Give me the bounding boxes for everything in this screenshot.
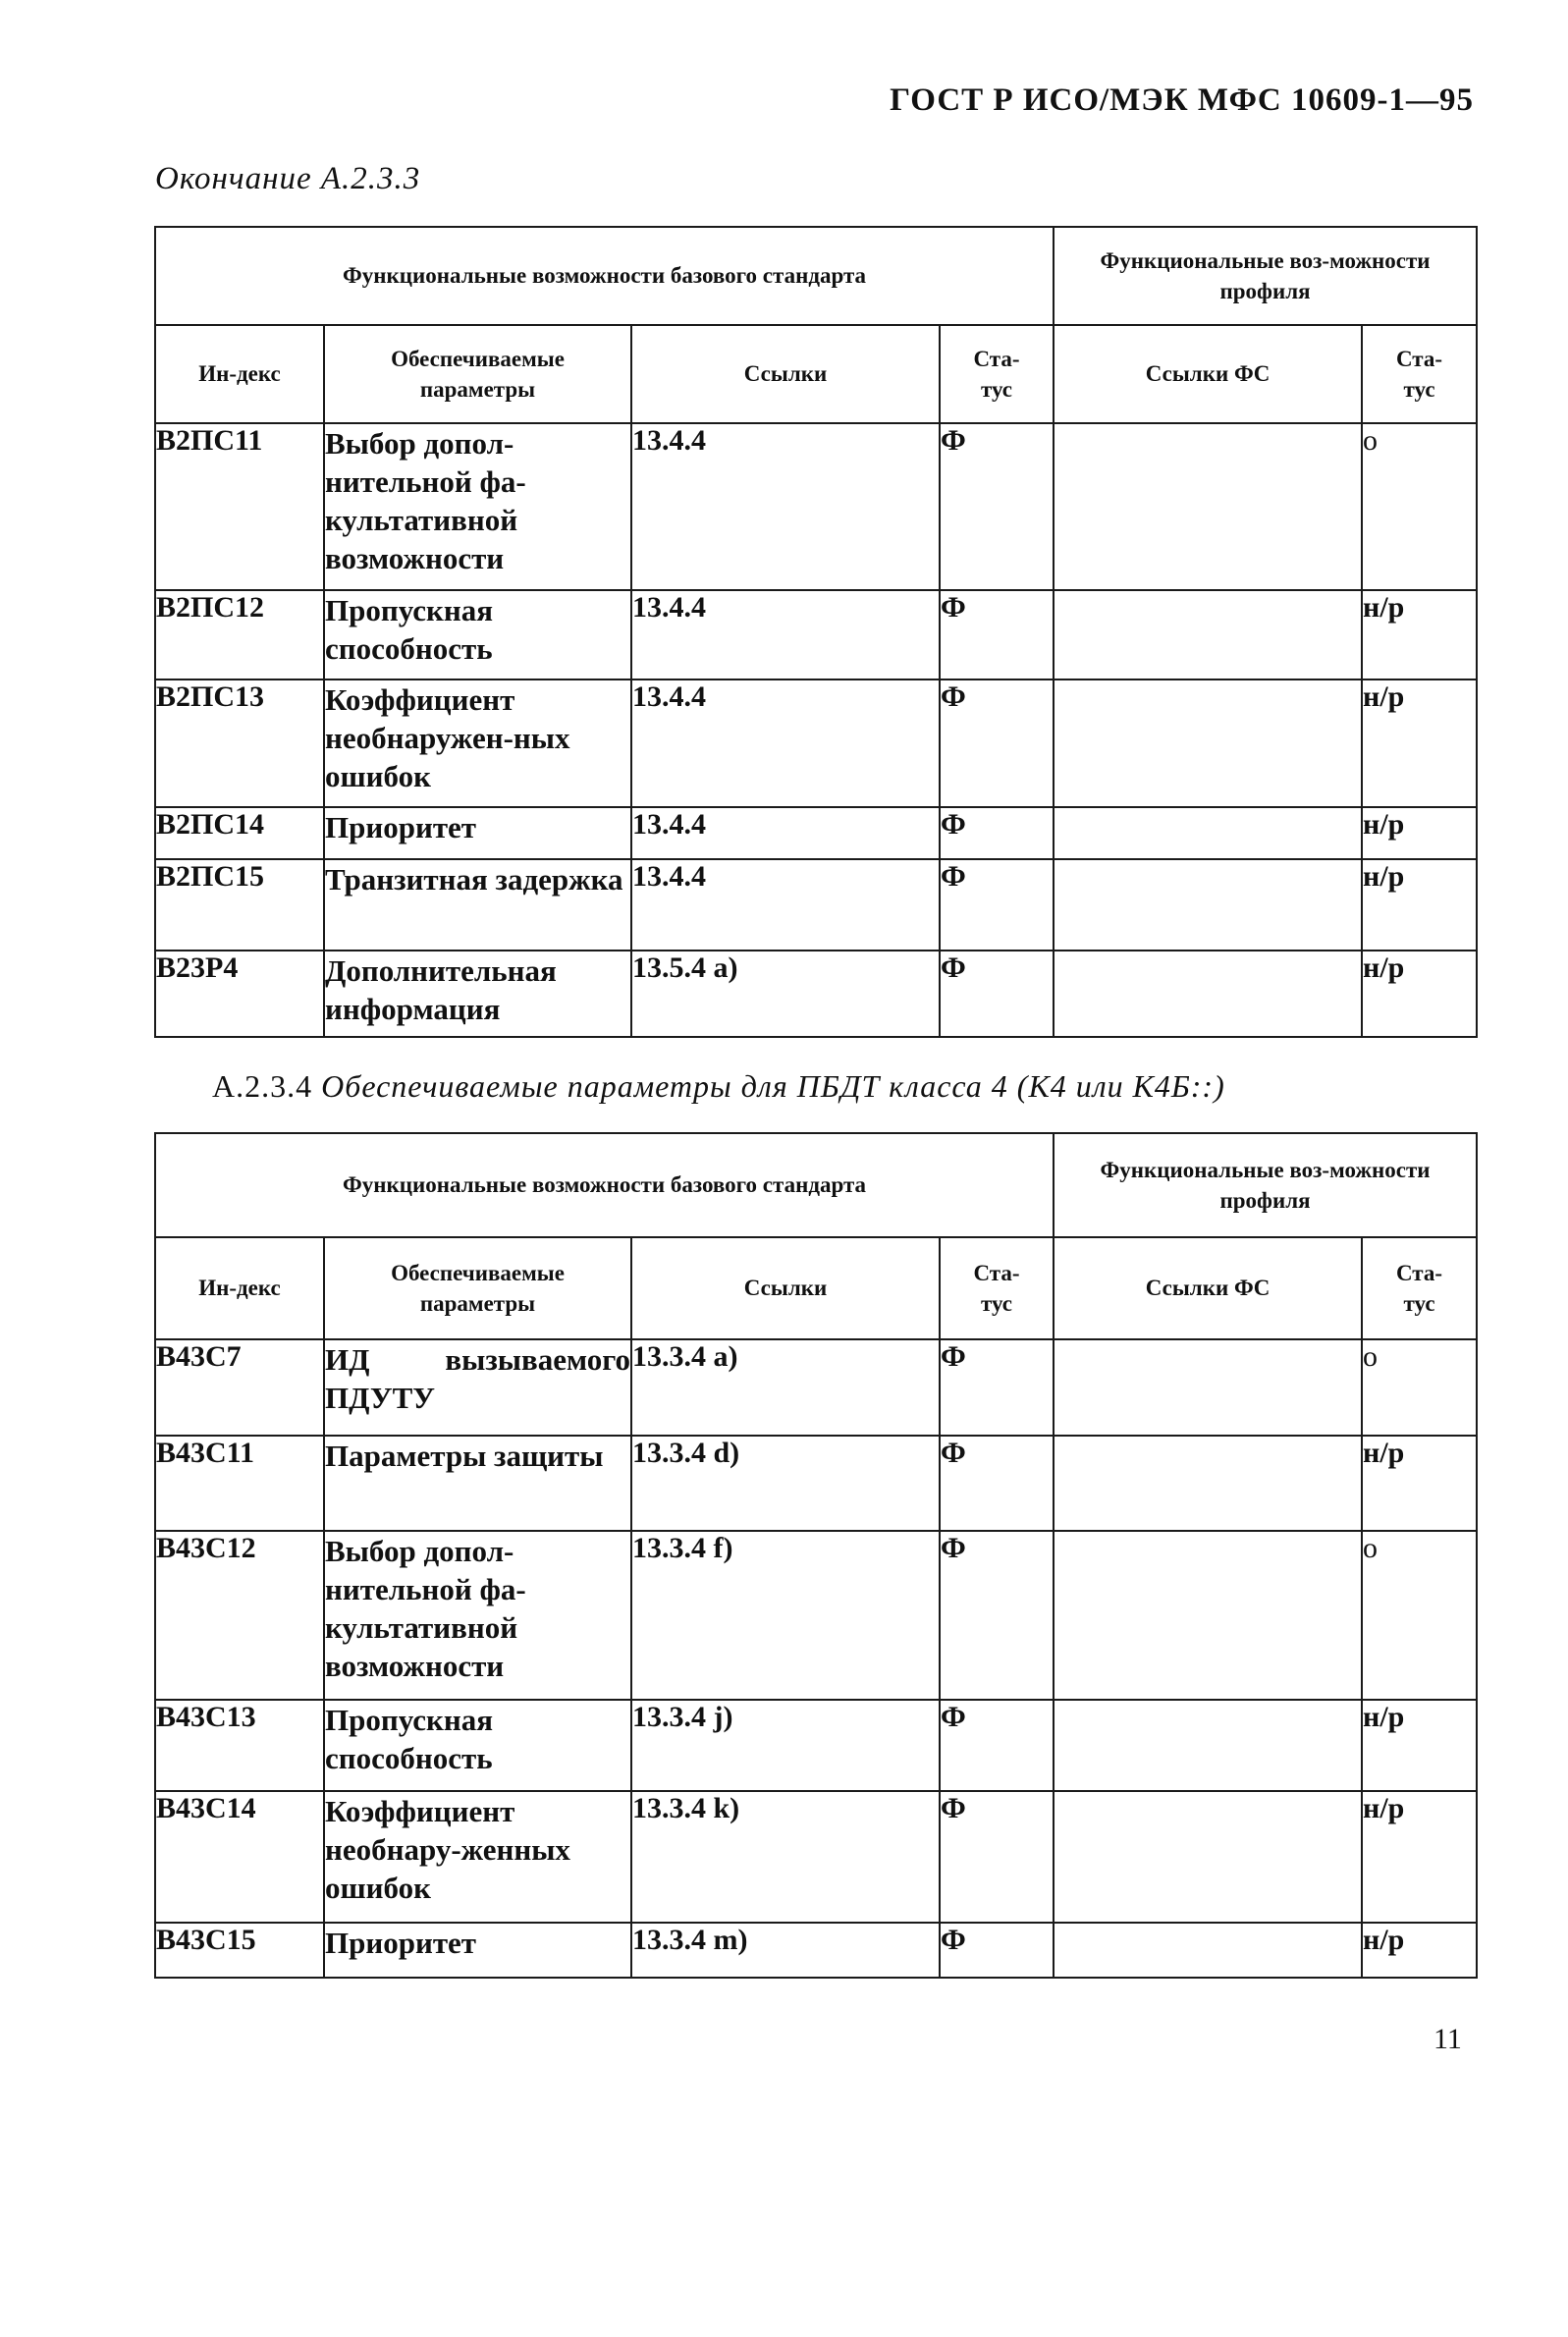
document-header: ГОСТ Р ИСО/МЭК МФС 10609-1—95 [890,82,1474,118]
cell-fs-refs [1054,1700,1362,1791]
cell-profile-status: н/р [1362,1700,1477,1791]
cell-profile-status: н/р [1362,951,1477,1037]
cell-refs: 13.4.4 [631,590,940,679]
table-row [155,1791,1477,1923]
cell-refs: 13.4.4 [631,679,940,807]
header-profile: Функциональные воз-можности профиля [1054,1133,1477,1237]
cell-refs: 13.3.4 j) [631,1700,940,1791]
cell-fs-refs [1054,1531,1362,1700]
section-number: А.2.3.4 [212,1068,313,1104]
cell-fs-refs [1054,1923,1362,1978]
cell-profile-status: н/р [1362,1436,1477,1531]
table-row [155,859,1477,951]
cell-fs-refs [1054,1339,1362,1436]
cell-index: В43С13 [155,1700,324,1791]
cell-refs: 13.3.4 m) [631,1923,940,1978]
section-title [212,1068,1225,1105]
cell-fs-refs [1054,807,1362,859]
cell-refs: 13.3.4 d) [631,1436,940,1531]
cell-index: В2ПС11 [155,423,324,590]
table-row [155,1436,1477,1531]
cell-profile-status: н/р [1362,590,1477,679]
cell-fs-refs [1054,951,1362,1037]
col-header-index: Ин-декс [155,325,324,423]
col-header-status: Ста-тус [940,1237,1054,1339]
cell-refs: 13.4.4 [631,807,940,859]
cell-index: В43С11 [155,1436,324,1531]
cell-index: В43С12 [155,1531,324,1700]
cell-params: Коэффициент необнаружен-ных ошибок [324,679,631,807]
table-row [155,590,1477,679]
cell-status: Ф [940,423,1054,590]
cell-status: Ф [940,1531,1054,1700]
cell-status: Ф [940,1923,1054,1978]
col-header-index: Ин-декс [155,1237,324,1339]
col-header-fs-refs: Ссылки ФС [1054,325,1362,423]
cell-refs: 13.3.4 k) [631,1791,940,1923]
cell-fs-refs [1054,590,1362,679]
cell-status: Ф [940,590,1054,679]
cell-profile-status: н/р [1362,679,1477,807]
cell-params: Пропускная способность [324,590,631,679]
cell-profile-status: о [1362,423,1477,590]
continuation-label: Окончание А.2.3.3 [155,161,421,196]
cell-params: Пропускная способность [324,1700,631,1791]
page-number: 11 [1433,2023,1462,2055]
table-row [155,679,1477,807]
cell-refs: 13.3.4 f) [631,1531,940,1700]
cell-params: ИД вызываемого ПДУТУ [324,1339,631,1436]
section-title-text: Обеспечиваемые параметры для ПБДТ класса 4 (К4 или К4Б::) [321,1068,1225,1104]
cell-status: Ф [940,1791,1054,1923]
table-capabilities-a234 [154,1132,1478,1979]
cell-status: Ф [940,1700,1054,1791]
col-header-params: Обеспечиваемые параметры [324,1237,631,1339]
cell-params: Приоритет [324,807,631,859]
table-row [155,1339,1477,1436]
cell-index: В2ПС14 [155,807,324,859]
table-row [155,1700,1477,1791]
cell-params: Выбор допол-нительной фа-культативной возможности [324,1531,631,1700]
cell-index: В43С7 [155,1339,324,1436]
header-base-standard: Функциональные возможности базового стандарта [155,1133,1054,1237]
cell-params: Выбор допол-нительной фа-культативной возможности [324,423,631,590]
col-header-refs: Ссылки [631,1237,940,1339]
cell-fs-refs [1054,423,1362,590]
cell-status: Ф [940,679,1054,807]
cell-status: Ф [940,807,1054,859]
cell-profile-status: о [1362,1531,1477,1700]
cell-fs-refs [1054,679,1362,807]
cell-fs-refs [1054,859,1362,951]
cell-status: Ф [940,951,1054,1037]
cell-profile-status: н/р [1362,1923,1477,1978]
cell-index: В2ПС15 [155,859,324,951]
table-row [155,1923,1477,1978]
header-base-standard: Функциональные возможности базового стандарта [155,227,1054,325]
table-row [155,1531,1477,1700]
cell-params: Приоритет [324,1923,631,1978]
cell-params: Дополнительная информация [324,951,631,1037]
cell-refs: 13.5.4 a) [631,951,940,1037]
cell-index: В43С15 [155,1923,324,1978]
cell-params: Коэффициент необнару-женных ошибок [324,1791,631,1923]
col-header-status: Ста-тус [940,325,1054,423]
table-row [155,423,1477,590]
cell-index: В2ПС12 [155,590,324,679]
cell-profile-status: н/р [1362,859,1477,951]
cell-index: В23Р4 [155,951,324,1037]
cell-index: В2ПС13 [155,679,324,807]
cell-refs: 13.4.4 [631,859,940,951]
col-header-refs: Ссылки [631,325,940,423]
cell-params: Транзитная задержка [324,859,631,951]
table-row [155,951,1477,1037]
cell-status: Ф [940,1339,1054,1436]
cell-refs: 13.4.4 [631,423,940,590]
cell-status: Ф [940,1436,1054,1531]
table-row [155,807,1477,859]
cell-status: Ф [940,859,1054,951]
cell-fs-refs [1054,1791,1362,1923]
cell-profile-status: н/р [1362,1791,1477,1923]
cell-refs: 13.3.4 a) [631,1339,940,1436]
cell-index: В43С14 [155,1791,324,1923]
cell-fs-refs [1054,1436,1362,1531]
cell-profile-status: н/р [1362,807,1477,859]
cell-profile-status: о [1362,1339,1477,1436]
col-header-params: Обеспечиваемые параметры [324,325,631,423]
col-header-profile-status: Ста-тус [1362,325,1477,423]
table-capabilities-a233 [154,226,1478,1038]
col-header-fs-refs: Ссылки ФС [1054,1237,1362,1339]
cell-params: Параметры защиты [324,1436,631,1531]
col-header-profile-status: Ста-тус [1362,1237,1477,1339]
header-profile: Функциональные воз-можности профиля [1054,227,1477,325]
